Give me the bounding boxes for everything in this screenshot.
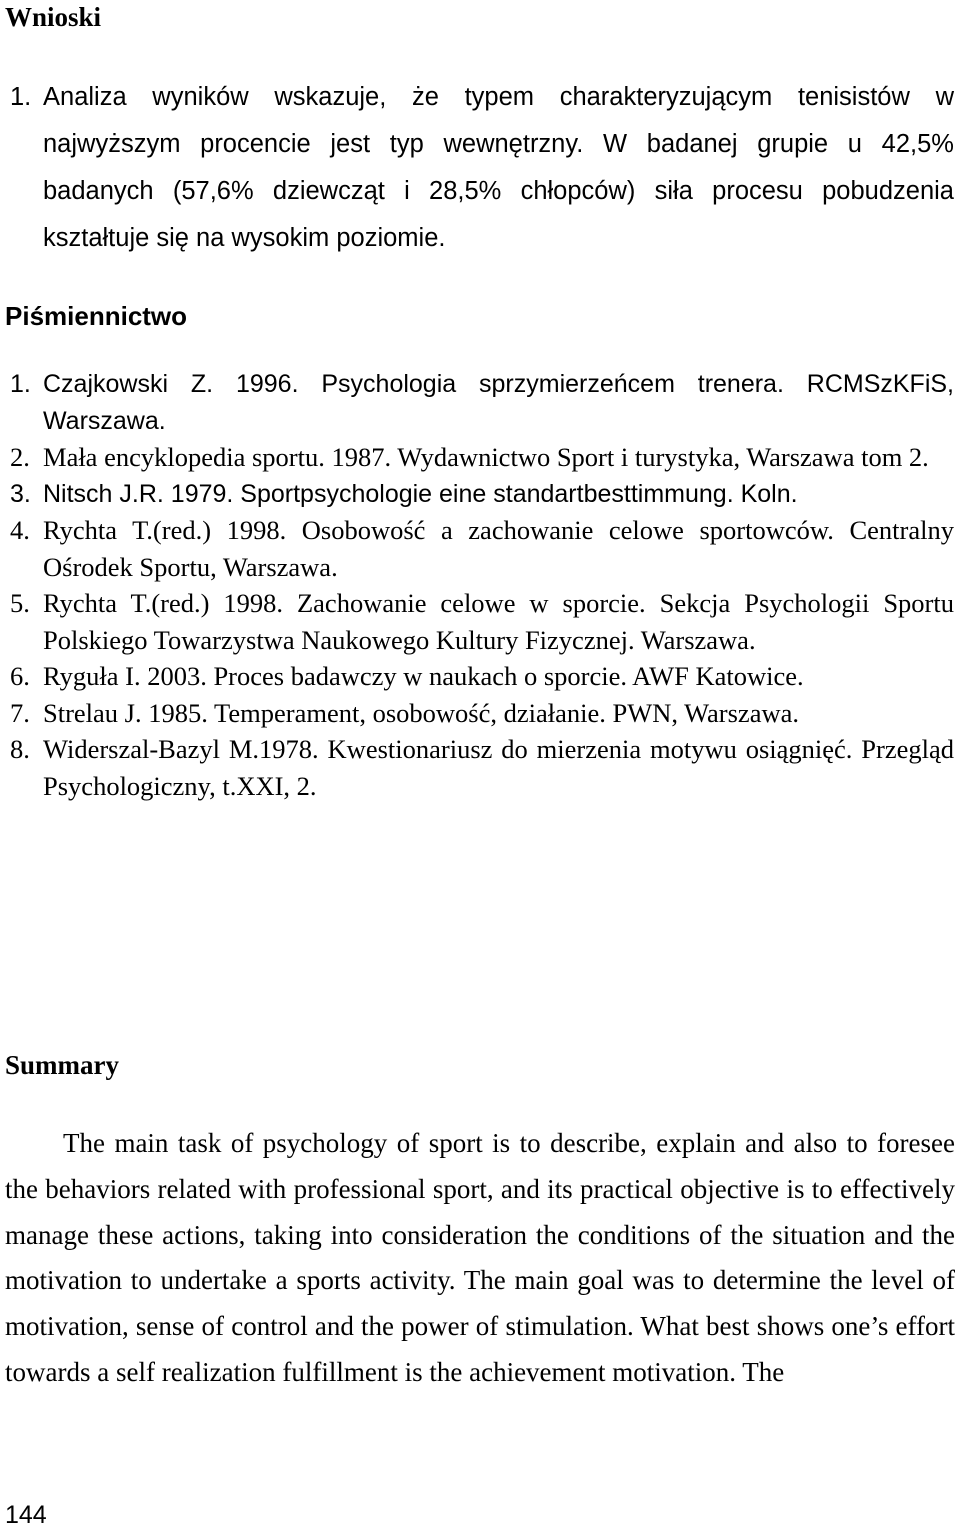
reference-number: 6. bbox=[10, 661, 30, 691]
reference-item bbox=[10, 439, 954, 476]
reference-number: 5. bbox=[10, 588, 30, 618]
reference-number: 7. bbox=[10, 697, 30, 728]
page-number: 144 bbox=[5, 1501, 47, 1529]
reference-item bbox=[10, 476, 954, 513]
reference-text: Mała encyklopedia sportu. 1987. Wydawnictwo Sport i turystyka, Warszawa tom 2. bbox=[43, 442, 929, 472]
reference-item bbox=[10, 366, 954, 439]
conclusion-text: Analiza wyników wskazuje, że typem charakteryzującym tenisistów w najwyższym procencie jest typ wewnętrzny. W badanej grupie u 42,5% badanych (57,6% dziewcząt i 28,5% chłopców) siła procesu pobudzenia kształtuje się na wysokim poziomie. bbox=[43, 83, 954, 252]
summary-heading: Summary bbox=[5, 1050, 119, 1080]
conclusion-item bbox=[10, 74, 954, 262]
reference-item bbox=[10, 695, 954, 732]
reference-number: 3. bbox=[10, 479, 31, 508]
reference-item bbox=[10, 658, 954, 695]
reference-text: Nitsch J.R. 1979. Sportpsychologie eine standartbesttimmung. Koln. bbox=[43, 479, 798, 508]
reference-number: 2. bbox=[10, 442, 30, 472]
reference-list bbox=[10, 366, 954, 804]
reference-text: Widerszal-Bazyl M.1978. Kwestionariusz do mierzenia motywu osiągnięć. Przegląd Psychologiczny, t.XXI, 2. bbox=[43, 734, 954, 801]
conclusion-number: 1. bbox=[10, 83, 32, 111]
conclusions-heading: Wnioski bbox=[5, 2, 102, 32]
reference-text: Rychta T.(red.) 1998. Osobowość a zachowanie celowe sportowców. Centralny Ośrodek Sportu, Warszawa. bbox=[43, 515, 954, 582]
reference-item bbox=[10, 585, 954, 658]
reference-number: 4. bbox=[10, 515, 30, 545]
reference-number: 8. bbox=[10, 734, 30, 764]
reference-text: Ryguła I. 2003. Proces badawczy w naukach o sporcie. AWF Katowice. bbox=[43, 661, 804, 691]
references-heading: Piśmiennictwo bbox=[5, 301, 188, 331]
summary-paragraph: The main task of psychology of sport is to describe, explain and also to foresee the behaviors related with professional sport, and its practical objective is to effectively manage these actions, taking into consideration the conditions of the situation and the motivation to undertake a sports activity. The main goal was to determine the level of motivation, sense of control and the power of stimulation. What best shows one’s effort towards a self realization fulfillment is the achievement motivation. The bbox=[5, 1128, 955, 1387]
reference-item bbox=[10, 512, 954, 585]
reference-number: 1. bbox=[10, 370, 31, 398]
reference-text: Czajkowski Z. 1996. Psychologia sprzymierzeńcem trenera. RCMSzKFiS, Warszawa. bbox=[43, 370, 954, 435]
reference-text: Rychta T.(red.) 1998. Zachowanie celowe w sporcie. Sekcja Psychologii Sportu Polskiego Towarzystwa Naukowego Kultury Fizycznej. Warszawa. bbox=[43, 588, 954, 655]
reference-text: Strelau J. 1985. Temperament, osobowość, działanie. PWN, Warszawa. bbox=[43, 697, 799, 728]
reference-item bbox=[10, 731, 954, 804]
